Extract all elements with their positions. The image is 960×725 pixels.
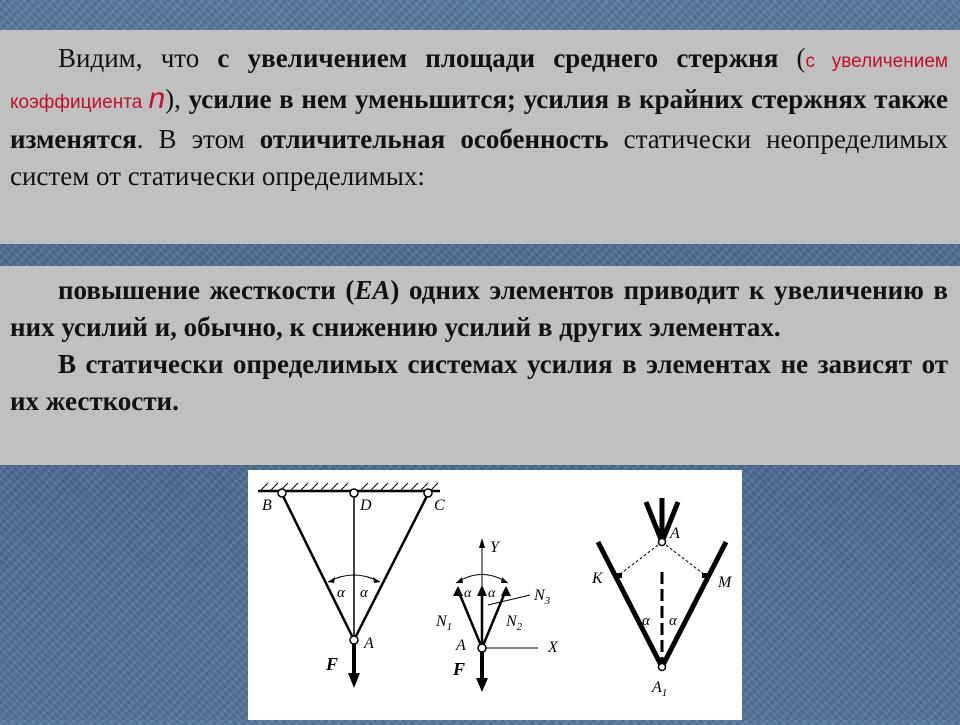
fig1-hinge-a: [350, 636, 358, 644]
fig3-hinge-a: [659, 539, 666, 546]
bold-run: отличительная особенность: [259, 124, 609, 154]
fig1-bar-left: [282, 494, 354, 640]
fig3-dash-left: [619, 542, 662, 575]
fig3-bar-left: [598, 542, 662, 667]
fig1-label-f: F: [326, 654, 339, 674]
fig2-label-n2: $N_2$: [506, 613, 523, 633]
fig2-force-arrow: [476, 678, 488, 692]
fig2-n1-arrow: [453, 586, 463, 596]
fig1-label-alpha-left: α: [337, 585, 345, 601]
fig1-hinge-d: [350, 489, 358, 497]
stiffness-symbol: EA: [354, 275, 391, 305]
fig1-bar-right: [354, 494, 428, 640]
fig3-label-alpha-right: α: [669, 613, 677, 629]
fig3-bar-right: [662, 542, 726, 667]
fig3-right-angle-k: [617, 573, 622, 578]
fig1-label-c: C: [434, 497, 445, 514]
text-run: Видим, что: [58, 43, 218, 73]
fig1-force-arrow: [348, 673, 360, 688]
truss-figure: [248, 470, 742, 720]
fig2-label-n1: $N_1$: [436, 613, 453, 633]
fig3-label-m: M: [718, 574, 732, 591]
fig2-free-body: [435, 538, 559, 692]
intro-paragraph: [10, 40, 948, 195]
text-run: ),: [165, 84, 189, 114]
fig2-y-axis-arrow: [479, 538, 485, 548]
fig3-hinge-a1: [659, 664, 666, 671]
text-run: (: [778, 43, 806, 73]
fig2-label-f: F: [453, 659, 466, 679]
fig1-label-a: A: [364, 635, 374, 652]
text-run: ) одних элементов приводит к увеличению в них усилий и, обычно, к снижению усилий в других элементах.: [10, 275, 948, 342]
truss-diagrams: [248, 470, 742, 720]
fig2-label-alpha-left: α: [464, 586, 472, 601]
fig1-hinge-b: [278, 489, 286, 497]
text-run: статически неопределимых систем от статически определимых:: [10, 124, 948, 191]
fig2-label-n3: $N_3$: [534, 587, 551, 607]
fig3-deformed-scheme: [591, 498, 733, 699]
fig1-label-alpha-right: α: [360, 585, 368, 601]
fig3-label-a: A: [670, 525, 680, 542]
text-run: . В этом: [136, 124, 260, 154]
fig1-three-bar-truss: [258, 483, 445, 688]
conclusion-paragraph-2: В статически определимых системах усилия в элементах не зависят от их жесткости.: [10, 349, 948, 416]
fig2-label-a: A: [456, 637, 466, 654]
fig1-arc-arrow-left: [328, 577, 335, 583]
fig2-n2-arrow: [501, 586, 511, 596]
fig1-label-b: B: [262, 497, 272, 514]
text-panel-top: [0, 30, 960, 244]
fig1-hinge-c: [424, 489, 432, 497]
fig2-arc-arrow-right: [501, 577, 508, 583]
text-run: повышение жесткости (: [58, 275, 355, 305]
fig2-n3-arrow: [477, 585, 487, 596]
fig1-label-d: D: [360, 497, 372, 514]
coefficient-symbol: n: [148, 82, 166, 115]
bold-run: с увеличением площади среднего стержня: [217, 43, 779, 73]
fig2-label-x: X: [548, 639, 558, 656]
fig3-label-a1: $A_1$: [652, 679, 668, 699]
fig3-label-k: K: [592, 570, 603, 587]
fig2-arc-arrow-left: [456, 577, 463, 583]
fig1-arc-arrow-right: [373, 577, 380, 583]
red-note: с увеличением коэффициента: [10, 51, 948, 113]
fig3-dash-right: [662, 542, 705, 575]
bold-run: усилие в нем уменьшится; усилия в крайних стержнях также изменятся: [10, 84, 948, 154]
fig2-label-y: Y: [490, 539, 499, 556]
fig3-right-angle-m: [702, 573, 707, 578]
text-panel-conclusion: [0, 266, 960, 465]
fig2-label-alpha-right: α: [488, 586, 496, 601]
conclusion-paragraph-1: [10, 272, 948, 346]
fig2-hinge-a: [478, 644, 486, 652]
fig3-label-alpha-left: α: [642, 613, 650, 629]
